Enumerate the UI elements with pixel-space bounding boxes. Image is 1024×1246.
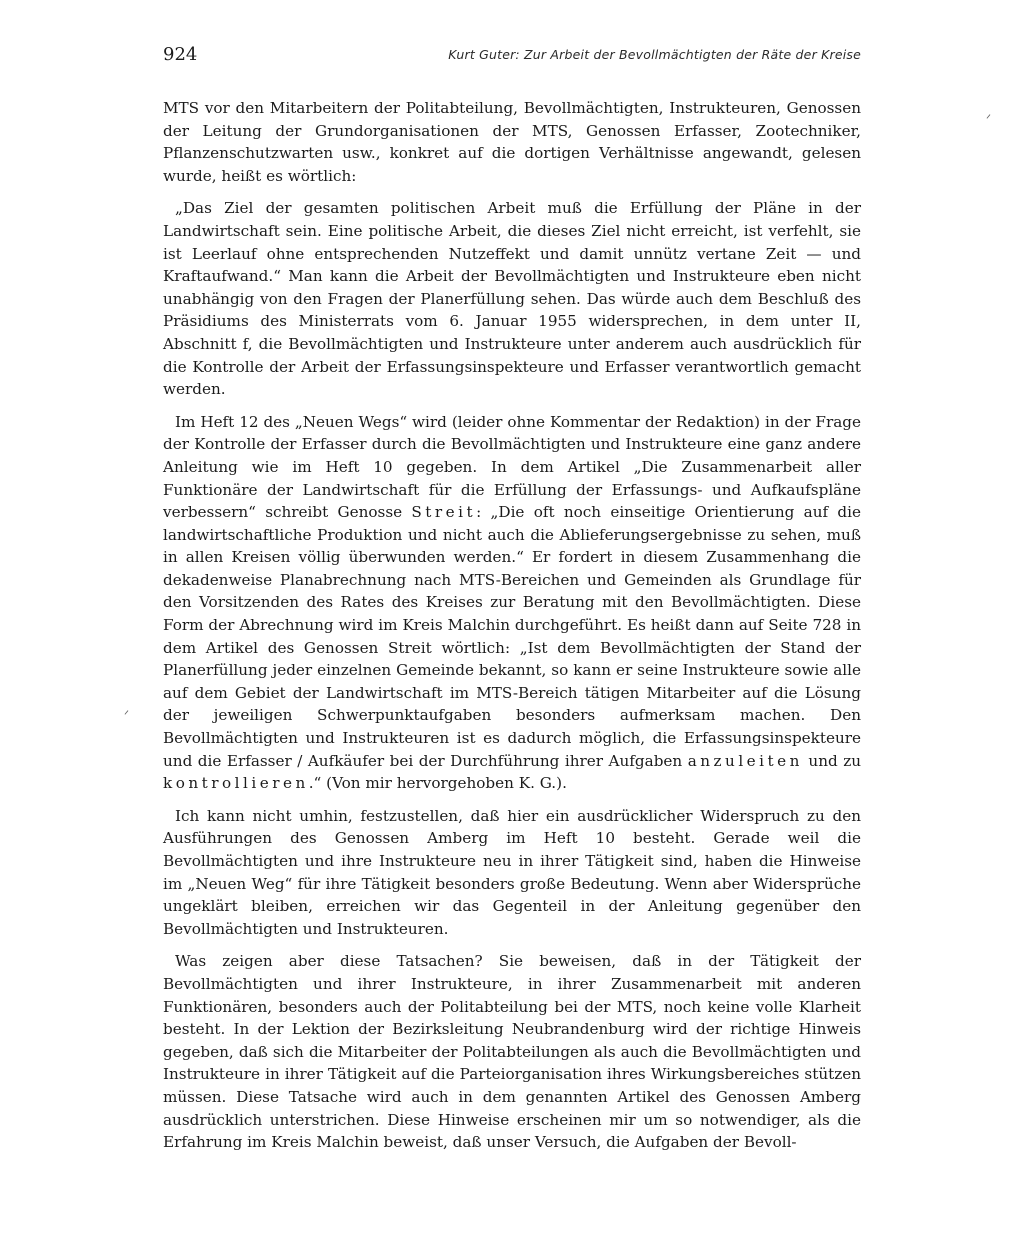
- paragraph-1: MTS vor den Mitarbeitern der Politabteilung, Bevollmächtigten, Instrukteuren, Genossen der Leitung der Grundorganisationen der MTS, Genossen Erfasser, Zootechniker, Pflanzenschutzwarten usw., konkret auf die dortigen Verhältnisse angewandt, gelesen wurde, heißt es wörtlich:: [163, 99, 861, 185]
- margin-speck: ᐟ: [124, 708, 130, 722]
- author-name-emphasis: Streit: [411, 503, 477, 522]
- paragraph-3-part-a: Im Heft 12 des „Neuen Wegs“ wird (leider ohne Kommentar der Redaktion) in der Frage der Kontrolle der Erfasser durch die Bevollmächtigten und Instrukteure eine ganz andere Anleitung wie im Heft 10 gegeben. In dem Artikel „Die Zusammenarbeit aller Funktionäre der Landwirtschaft für die Erfüllung der Erfassungs- und Aufkaufspläne verbessern“ schreibt Genosse: [163, 412, 861, 522]
- paragraph-2-quote: „Das Ziel der gesamten politischen Arbeit muß die Erfüllung der Pläne in der Landwirtschaft sein. Eine politische Arbeit, die dieses Ziel nicht erreicht, ist verfehlt, sie ist Leerlauf ohne entsprechenden Nutzeffekt und damit unnütz vertane Zeit — und Kraftaufwand.“ Man kann die Arbeit der Bevollmächtigten und Instrukteure eben nicht unabhängig von den Fragen der Planerfüllung sehen. Das würde auch dem Beschluß des Präsidiums des Ministerrats vom 6. Januar 1955 widersprechen, in dem unter II, Abschnitt f, die Bevollmächtigten und Instrukteure unter anderem auch ausdrücklich für die Kontrolle der Arbeit der Erfassungsinspekteure und Erfasser verantwortlich gemacht werden.: [163, 199, 861, 399]
- paragraph-5: Was zeigen aber diese Tatsachen? Sie beweisen, daß in der Tätigkeit der Bevollmächtigten und ihrer Instrukteure, in ihrer Zusammenarbeit mit anderen Funktionären, besonders auch der Politabteilung bei der MTS, noch keine volle Klarheit besteht. In der Lektion der Bezirksleitung Neubrandenburg wird der richtige Hinweis gegeben, daß sich die Mitarbeiter der Politabteilungen als auch die Bevollmächtigten und Instrukteure in ihrer Tätigkeit auf die Parteiorganisation ihres Wirkungsbereiches stützen müssen. Diese Tatsache wird auch in dem genannten Artikel des Genossen Amberg ausdrücklich unterstrichen. Diese Hinweise erscheinen mir um so notwendiger, als die Erfahrung im Kreis Malchin beweist, daß unser Versuch, die Aufgaben der Bevoll-: [163, 952, 861, 1152]
- running-title: Kurt Guter: Zur Arbeit der Bevollmächtigten der Räte der Kreise: [448, 47, 861, 62]
- paragraph-3: [163, 411, 861, 795]
- body-text: [163, 97, 861, 1154]
- paragraph-4: Ich kann nicht umhin, festzustellen, daß hier ein ausdrücklicher Widerspruch zu den Ausführungen des Genossen Amberg im Heft 10 besteht. Gerade weil die Bevollmächtigten und ihre Instrukteure neu in ihrer Tätigkeit sind, haben die Hinweise im „Neuen Weg“ für ihre Tätigkeit besonders große Bedeutung. Wenn aber Widersprüche ungeklärt bleiben, erreichen wir das Gegenteil in der Anleitung gegenüber den Bevollmächtigten und Instrukteuren.: [163, 806, 861, 938]
- page-header: [163, 44, 861, 72]
- page-number: 924: [163, 44, 198, 65]
- emphasis-kontrollieren: kontrollieren: [163, 774, 309, 793]
- emphasis-anzuleiten: anzuleiten: [687, 751, 803, 770]
- paragraph-3-part-c: und zu: [802, 751, 861, 770]
- margin-speck: ᐟ: [986, 112, 992, 126]
- paragraph-3-part-d: .“ (Von mir hervorgehoben K. G.).: [308, 774, 567, 793]
- paragraph-3-part-b: : „Die oft noch einseitige Orientierung auf die landwirtschaftliche Produktion und nicht auch die Ablieferungsergebnisse zu sehen, muß in allen Kreisen völlig überwunden werden.“ Er fordert in diesem Zusammenhang die dekadenweise Planabrechnung nach MTS-Bereichen und Gemeinden als Grundlage für den Vorsitzenden des Rates des Kreises zur Beratung mit den Bevollmächtigten. Diese Form der Abrechnung wird im Kreis Malchin durchgeführt. Es heißt dann auf Seite 728 in dem Artikel des Genossen Streit wörtlich: „Ist dem Bevollmächtigten der Stand der Planerfüllung jeder einzelnen Gemeinde bekannt, so kann er seine Instrukteure sowie alle auf dem Gebiet der Landwirtschaft im MTS-Bereich tätigen Mitarbeiter auf die Lösung der jeweiligen Schwerpunktaufgaben besonders aufmerksam machen. Den Bevollmächtigten und Instrukteuren ist es dadurch möglich, die Erfassungsinspekteure und die Erfasser / Aufkäufer bei der Durchführung ihrer Aufgaben: [163, 503, 861, 770]
